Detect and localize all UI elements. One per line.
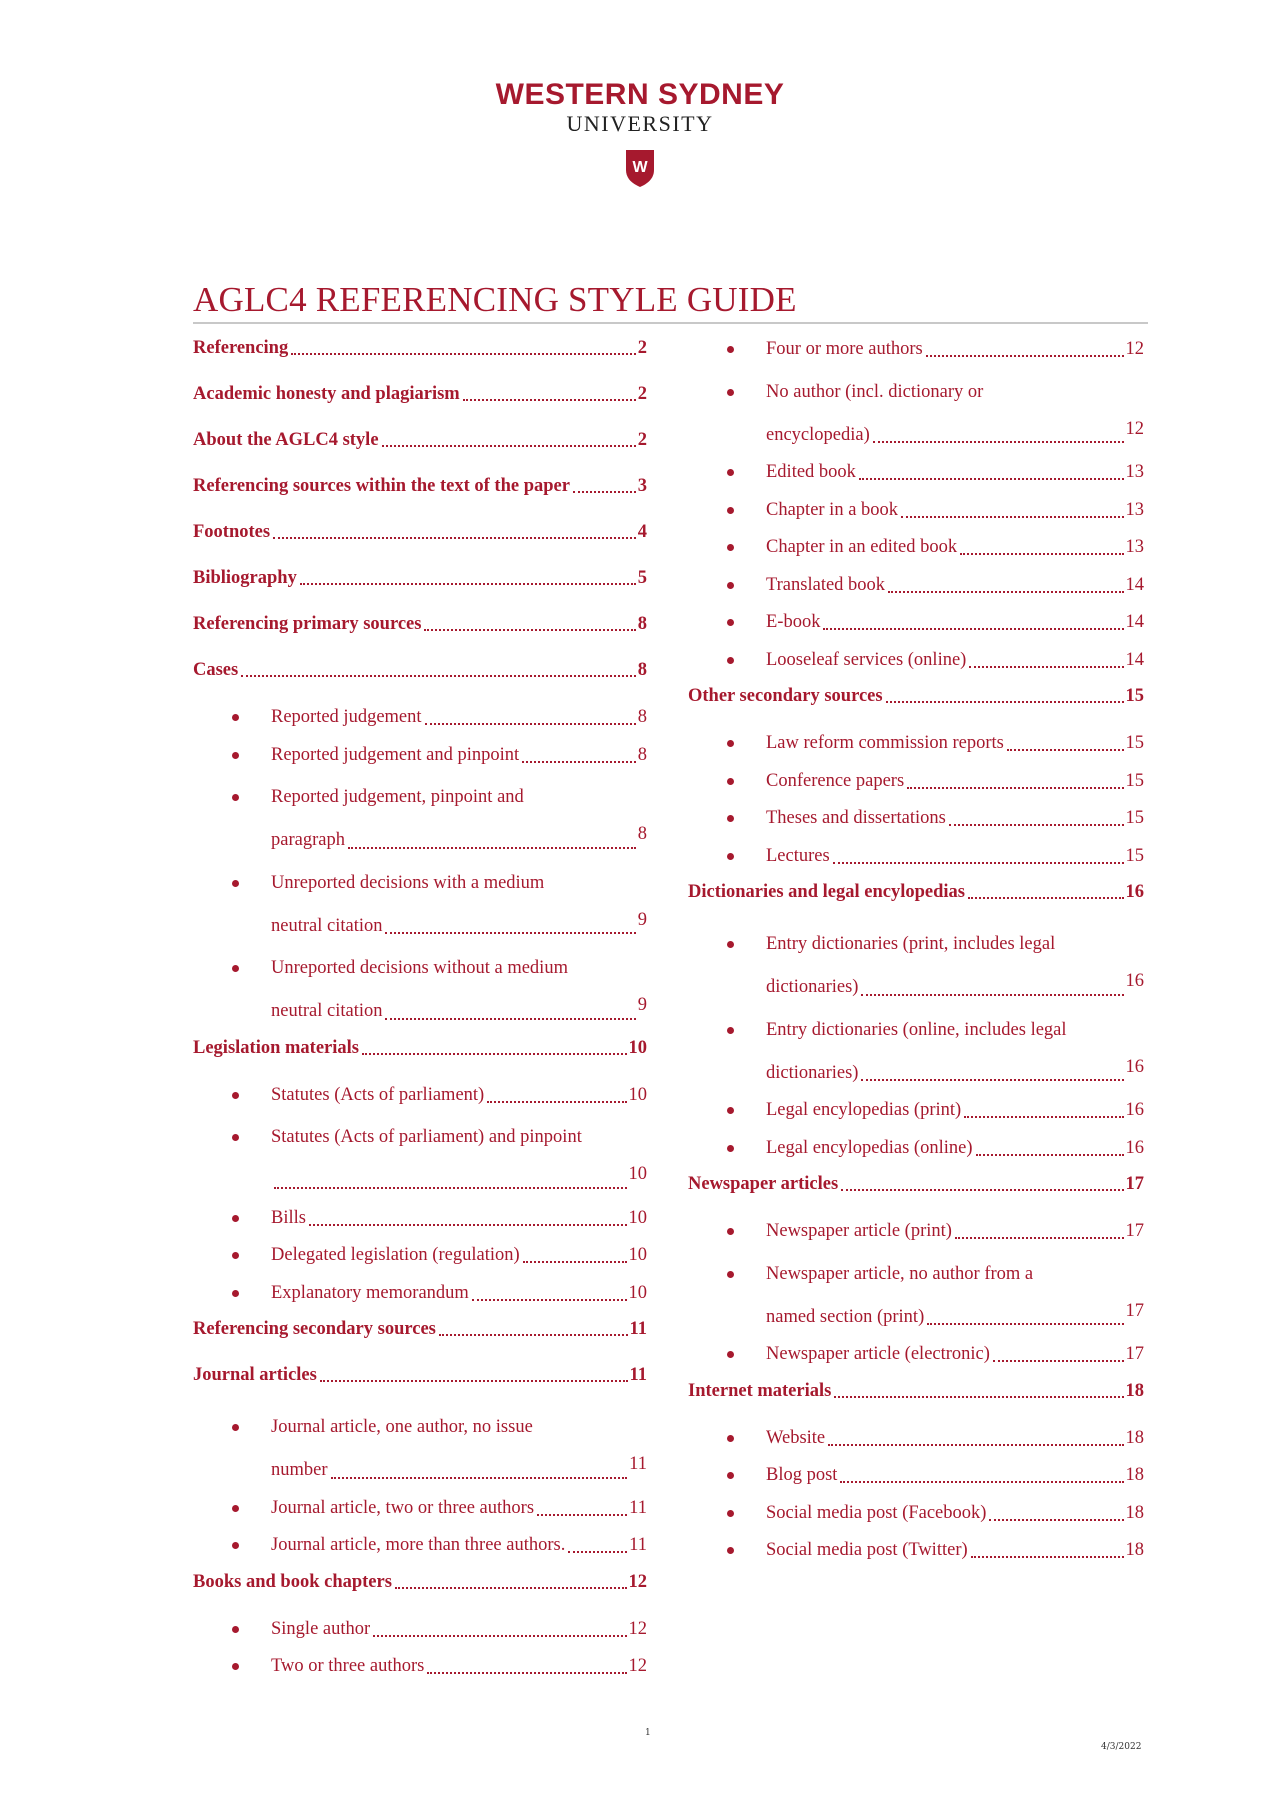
toc-page-number: 18 [1125,1502,1144,1523]
toc-entry-title: Entry dictionaries (print, includes legal [766,934,1056,954]
dot-leader [487,1101,626,1103]
toc-entry-title: Dictionaries and legal encylopedias [688,882,965,902]
toc-entry-title: Two or three authors [271,1656,425,1676]
toc-entry-title: Statutes (Acts of parliament) and pinpoint [271,1127,582,1147]
toc-entry-title: Website [766,1427,826,1448]
dot-leader [859,478,1124,480]
dot-leader [971,1556,1124,1558]
dot-leader [573,491,636,493]
university-logo [0,80,1280,188]
toc-page-number: 14 [1125,649,1144,670]
dot-leader [427,1672,626,1674]
toc-heading[interactable] [193,612,647,636]
toc-page-number: 11 [629,1319,647,1339]
toc-left-column [193,336,647,1691]
dot-leader [373,1635,626,1637]
toc-page-number: 13 [1125,499,1144,520]
toc-entry-title: No author (incl. dictionary or [766,381,984,402]
toc-page-number: 17 [1125,1300,1144,1321]
dot-leader [331,1477,628,1479]
toc-entry-title: Newspaper articles [688,1174,839,1194]
toc-page-number: 10 [628,1282,647,1303]
toc-entry-title: Referencing [193,338,289,358]
toc-page-number: 18 [1125,1380,1144,1401]
toc-item[interactable] [688,459,1144,485]
toc-heading[interactable] [688,880,1144,904]
dot-leader [348,847,636,849]
toc-entry-title-cont: encyclopedia) [766,424,870,445]
toc-entry-title: Legal encylopedias (online) [766,1137,973,1158]
toc-page-number: 14 [1125,612,1144,632]
toc-heading[interactable] [193,1036,647,1060]
toc-entry-title-cont: named section (print) [766,1306,925,1327]
toc-page-number: 14 [1125,574,1144,595]
toc-item[interactable] [688,1537,1144,1563]
toc-entry-title: Explanatory memorandum [271,1282,469,1303]
toc-page-number: 9 [637,995,647,1015]
dot-leader [472,1299,627,1301]
dot-leader [861,994,1123,996]
toc-item[interactable] [193,779,647,865]
toc-item[interactable] [688,374,1144,460]
toc-item[interactable] [688,647,1144,673]
toc-item[interactable] [193,950,647,1036]
toc-entry-title: Entry dictionaries (online, includes legal [766,1019,1067,1040]
toc-item[interactable] [688,843,1144,869]
toc-entry-title: Cases [193,660,239,680]
toc-entry-title-cont: neutral citation [271,915,383,936]
dot-leader [537,1514,627,1516]
toc-heading[interactable] [193,336,647,360]
toc-item[interactable] [193,1653,647,1679]
toc-page-number: 12 [628,1618,647,1639]
toc-item[interactable] [688,609,1144,635]
toc-page-number: 17 [1125,1344,1144,1364]
dot-leader [926,355,1124,357]
dot-leader [968,897,1124,899]
toc-page-number: 15 [1125,770,1144,791]
toc-page-number: 12 [1125,339,1144,359]
toc-page-number: 18 [1125,1465,1144,1485]
dot-leader [385,932,635,934]
dot-leader [568,1551,627,1553]
toc-item[interactable] [688,1135,1144,1161]
toc-item[interactable] [193,1082,647,1108]
toc-item[interactable] [688,1256,1144,1342]
toc-page-number: 16 [1125,971,1144,991]
toc-page-number: 16 [1125,1056,1144,1077]
toc-entry-title: Unreported decisions without a medium [271,958,568,978]
dot-leader [300,583,636,585]
toc-page-number: 12 [628,1571,647,1592]
toc-entry-title: Referencing primary sources [193,614,422,634]
toc-page-number: 8 [637,744,647,765]
toc-item[interactable] [193,1119,647,1205]
toc-page-number: 3 [637,476,647,496]
toc-page-number: 9 [637,909,647,930]
toc-page-number: 16 [1125,1137,1144,1158]
toc-entry-title: Single author [271,1618,371,1639]
toc-entry-title: Reported judgement [271,707,422,727]
page-title: AGLC4 REFERENCING STYLE GUIDE [193,280,797,319]
toc-item[interactable] [688,1500,1144,1526]
toc-heading[interactable] [193,382,647,406]
toc-entry-title: Looseleaf services (online) [766,649,967,670]
toc-page-number: 10 [628,1207,647,1228]
toc-entry-title: Academic honesty and plagiarism [193,384,460,404]
toc-entry-title: Journal article, more than three authors. [271,1535,566,1555]
toc-entry-title: Books and book chapters [193,1571,392,1592]
toc-entry-title: Footnotes [193,522,271,542]
toc-page-number: 12 [1125,418,1144,439]
dot-leader [362,1053,627,1055]
toc-entry-title-cont: neutral citation [271,1001,383,1021]
toc-item[interactable] [193,704,647,730]
toc-entry-title: Edited book [766,462,856,482]
toc-heading[interactable] [193,1317,647,1341]
toc-page-number: 15 [1125,733,1144,753]
toc-entry-title: Chapter in an edited book [766,537,958,557]
dot-leader [425,723,636,725]
toc-heading[interactable] [193,1570,647,1594]
toc-page-number: 8 [637,707,647,727]
title-divider [193,322,1148,324]
toc-page-number: 2 [637,338,647,358]
dot-leader [861,1079,1123,1081]
toc-page-number: 4 [637,522,647,542]
toc-heading[interactable] [193,658,647,682]
toc-heading[interactable] [193,520,647,544]
toc-page-number: 10 [628,1164,647,1184]
dot-leader [964,1116,1123,1118]
toc-entry-title: Internet materials [688,1380,832,1401]
dot-leader [463,399,636,401]
dot-leader [969,666,1123,668]
toc-entry-title: Conference papers [766,770,905,791]
shield-icon [624,148,656,188]
toc-item[interactable] [193,1280,647,1306]
toc-entry-title-cont: dictionaries) [766,977,859,997]
toc-entry-title: Social media post (Facebook) [766,1502,987,1523]
toc-entry-title: Reported judgement, pinpoint and [271,787,524,807]
toc-item[interactable] [193,1495,647,1521]
toc-item[interactable] [193,865,647,951]
toc-entry-title: Chapter in a book [766,499,899,520]
dot-leader [291,353,636,355]
toc-entry-title: Bibliography [193,568,297,588]
toc-page-number: 10 [628,1084,647,1105]
toc-page-number: 11 [629,1454,647,1474]
toc-entry-title: Journal article, two or three authors [271,1497,535,1518]
logo-line-1: WESTERN SYDNEY [495,78,785,111]
toc-page-number: 18 [1125,1427,1144,1448]
footer-date: 4/3/2022 [1101,1742,1142,1752]
toc-entry-title-cont: dictionaries) [766,1062,859,1083]
dot-leader [955,1237,1124,1239]
dot-leader [888,591,1123,593]
toc-entry-title: Reported judgement and pinpoint [271,744,520,765]
toc-item[interactable] [688,1012,1144,1098]
toc-entry-title: Referencing secondary sources [193,1319,436,1339]
dot-leader [309,1224,627,1226]
toc-entry-title: Newspaper article (print) [766,1221,952,1241]
toc-item[interactable] [193,1616,647,1642]
toc-page-number: 13 [1125,462,1144,482]
dot-leader [927,1323,1123,1325]
toc-item[interactable] [688,1425,1144,1451]
dot-leader [273,537,636,539]
toc-item[interactable] [193,1242,647,1268]
toc-entry-title: Law reform commission reports [766,733,1004,753]
footer-page-number: 1 [645,1728,651,1738]
toc-item[interactable] [688,1462,1144,1488]
toc-entry-title: Legislation materials [193,1037,359,1058]
toc-page-number: 8 [637,824,647,844]
dot-leader [522,761,636,763]
toc-heading[interactable] [688,684,1144,708]
toc-item[interactable] [688,768,1144,794]
dot-leader [989,1519,1123,1521]
toc-item[interactable] [688,497,1144,523]
toc-page-number: 10 [628,1245,647,1265]
dot-leader [424,629,635,631]
dot-leader [886,701,1124,703]
toc-item[interactable] [688,1218,1144,1244]
dot-leader [834,1396,1123,1398]
dot-leader [901,516,1123,518]
dot-leader [274,1187,627,1189]
dot-leader [523,1261,627,1263]
toc-entry-title: Theses and dissertations [766,808,946,828]
toc-entry-title-cont: paragraph [271,830,345,850]
dot-leader [976,1154,1124,1156]
toc-entry-title: Bills [271,1207,306,1228]
toc-entry-title: Journal article, one author, no issue [271,1417,533,1437]
toc-entry-title: Social media post (Twitter) [766,1540,968,1560]
dot-leader [1007,749,1124,751]
toc-heading[interactable] [688,1172,1144,1196]
toc-entry-title: Newspaper article (electronic) [766,1344,990,1364]
toc-entry-title: Unreported decisions with a medium [271,872,545,893]
toc-page-number: 17 [1125,1174,1144,1194]
dot-leader [823,628,1123,630]
toc-entry-title: Statutes (Acts of parliament) [271,1084,485,1105]
toc-page-number: 11 [629,1535,647,1555]
toc-entry-title: Lectures [766,845,830,866]
toc-heading[interactable] [193,428,647,452]
toc-page-number: 13 [1125,537,1144,557]
toc-item[interactable] [688,730,1144,756]
toc-entry-title: Referencing sources within the text of the paper [193,476,570,496]
logo-line-2: UNIVERSITY [566,111,714,136]
toc-page-number: 8 [637,660,647,680]
toc-page-number: 15 [1125,845,1144,866]
toc-page-number: 2 [637,384,647,404]
toc-page-number: 12 [628,1656,647,1676]
dot-leader [873,441,1124,443]
dot-leader [949,824,1124,826]
toc-page-number: 16 [1125,1100,1144,1120]
toc-page-number: 5 [637,568,647,588]
toc-item[interactable] [193,1205,647,1231]
toc-heading[interactable] [193,474,647,498]
toc-item[interactable] [688,534,1144,560]
toc-page-number: 2 [637,430,647,450]
toc-page-number: 15 [1125,808,1144,828]
toc-entry-title-cont: number [271,1460,328,1480]
dot-leader [907,787,1123,789]
toc-page-number: 10 [628,1037,647,1058]
toc-item[interactable] [193,742,647,768]
toc-entry-title: Other secondary sources [688,686,883,706]
toc-heading[interactable] [193,1363,647,1387]
toc-item[interactable] [688,1097,1144,1123]
toc-item[interactable] [688,336,1144,362]
dot-leader [828,1444,1123,1446]
toc-page-number: 15 [1125,686,1144,706]
toc-item[interactable] [193,1409,647,1495]
dot-leader [993,1360,1124,1362]
dot-leader [841,1189,1123,1191]
dot-leader [840,1481,1123,1483]
toc-entry-title: Four or more authors [766,339,923,359]
toc-right-column [688,336,1144,1575]
toc-item[interactable] [688,805,1144,831]
dot-leader [960,553,1123,555]
toc-entry-title: Journal articles [193,1365,317,1385]
toc-item[interactable] [688,1341,1144,1367]
dot-leader [395,1587,627,1589]
toc-item[interactable] [193,1532,647,1558]
toc-entry-title: Delegated legislation (regulation) [271,1245,520,1265]
toc-entry-title: E-book [766,612,821,632]
dot-leader [241,675,636,677]
toc-item[interactable] [688,926,1144,1012]
toc-entry-title: About the AGLC4 style [193,430,379,450]
toc-heading[interactable] [688,1379,1144,1403]
shield-letter: W [632,159,648,176]
toc-page-number: 11 [629,1365,647,1385]
dot-leader [833,862,1124,864]
toc-entry-title: Translated book [766,574,886,595]
dot-leader [320,1380,628,1382]
toc-heading[interactable] [193,566,647,590]
toc-page-number: 11 [629,1497,647,1518]
toc-page-number: 17 [1125,1221,1144,1241]
toc-entry-title: Blog post [766,1465,838,1485]
toc-entry-title: Legal encylopedias (print) [766,1100,962,1120]
toc-entry-title: Newspaper article, no author from a [766,1263,1034,1284]
dot-leader [382,445,636,447]
toc-item[interactable] [688,572,1144,598]
toc-page-number: 8 [637,614,647,634]
dot-leader [439,1334,628,1336]
toc-page-number: 16 [1125,882,1144,902]
toc-page-number: 18 [1125,1540,1144,1560]
dot-leader [385,1018,635,1020]
